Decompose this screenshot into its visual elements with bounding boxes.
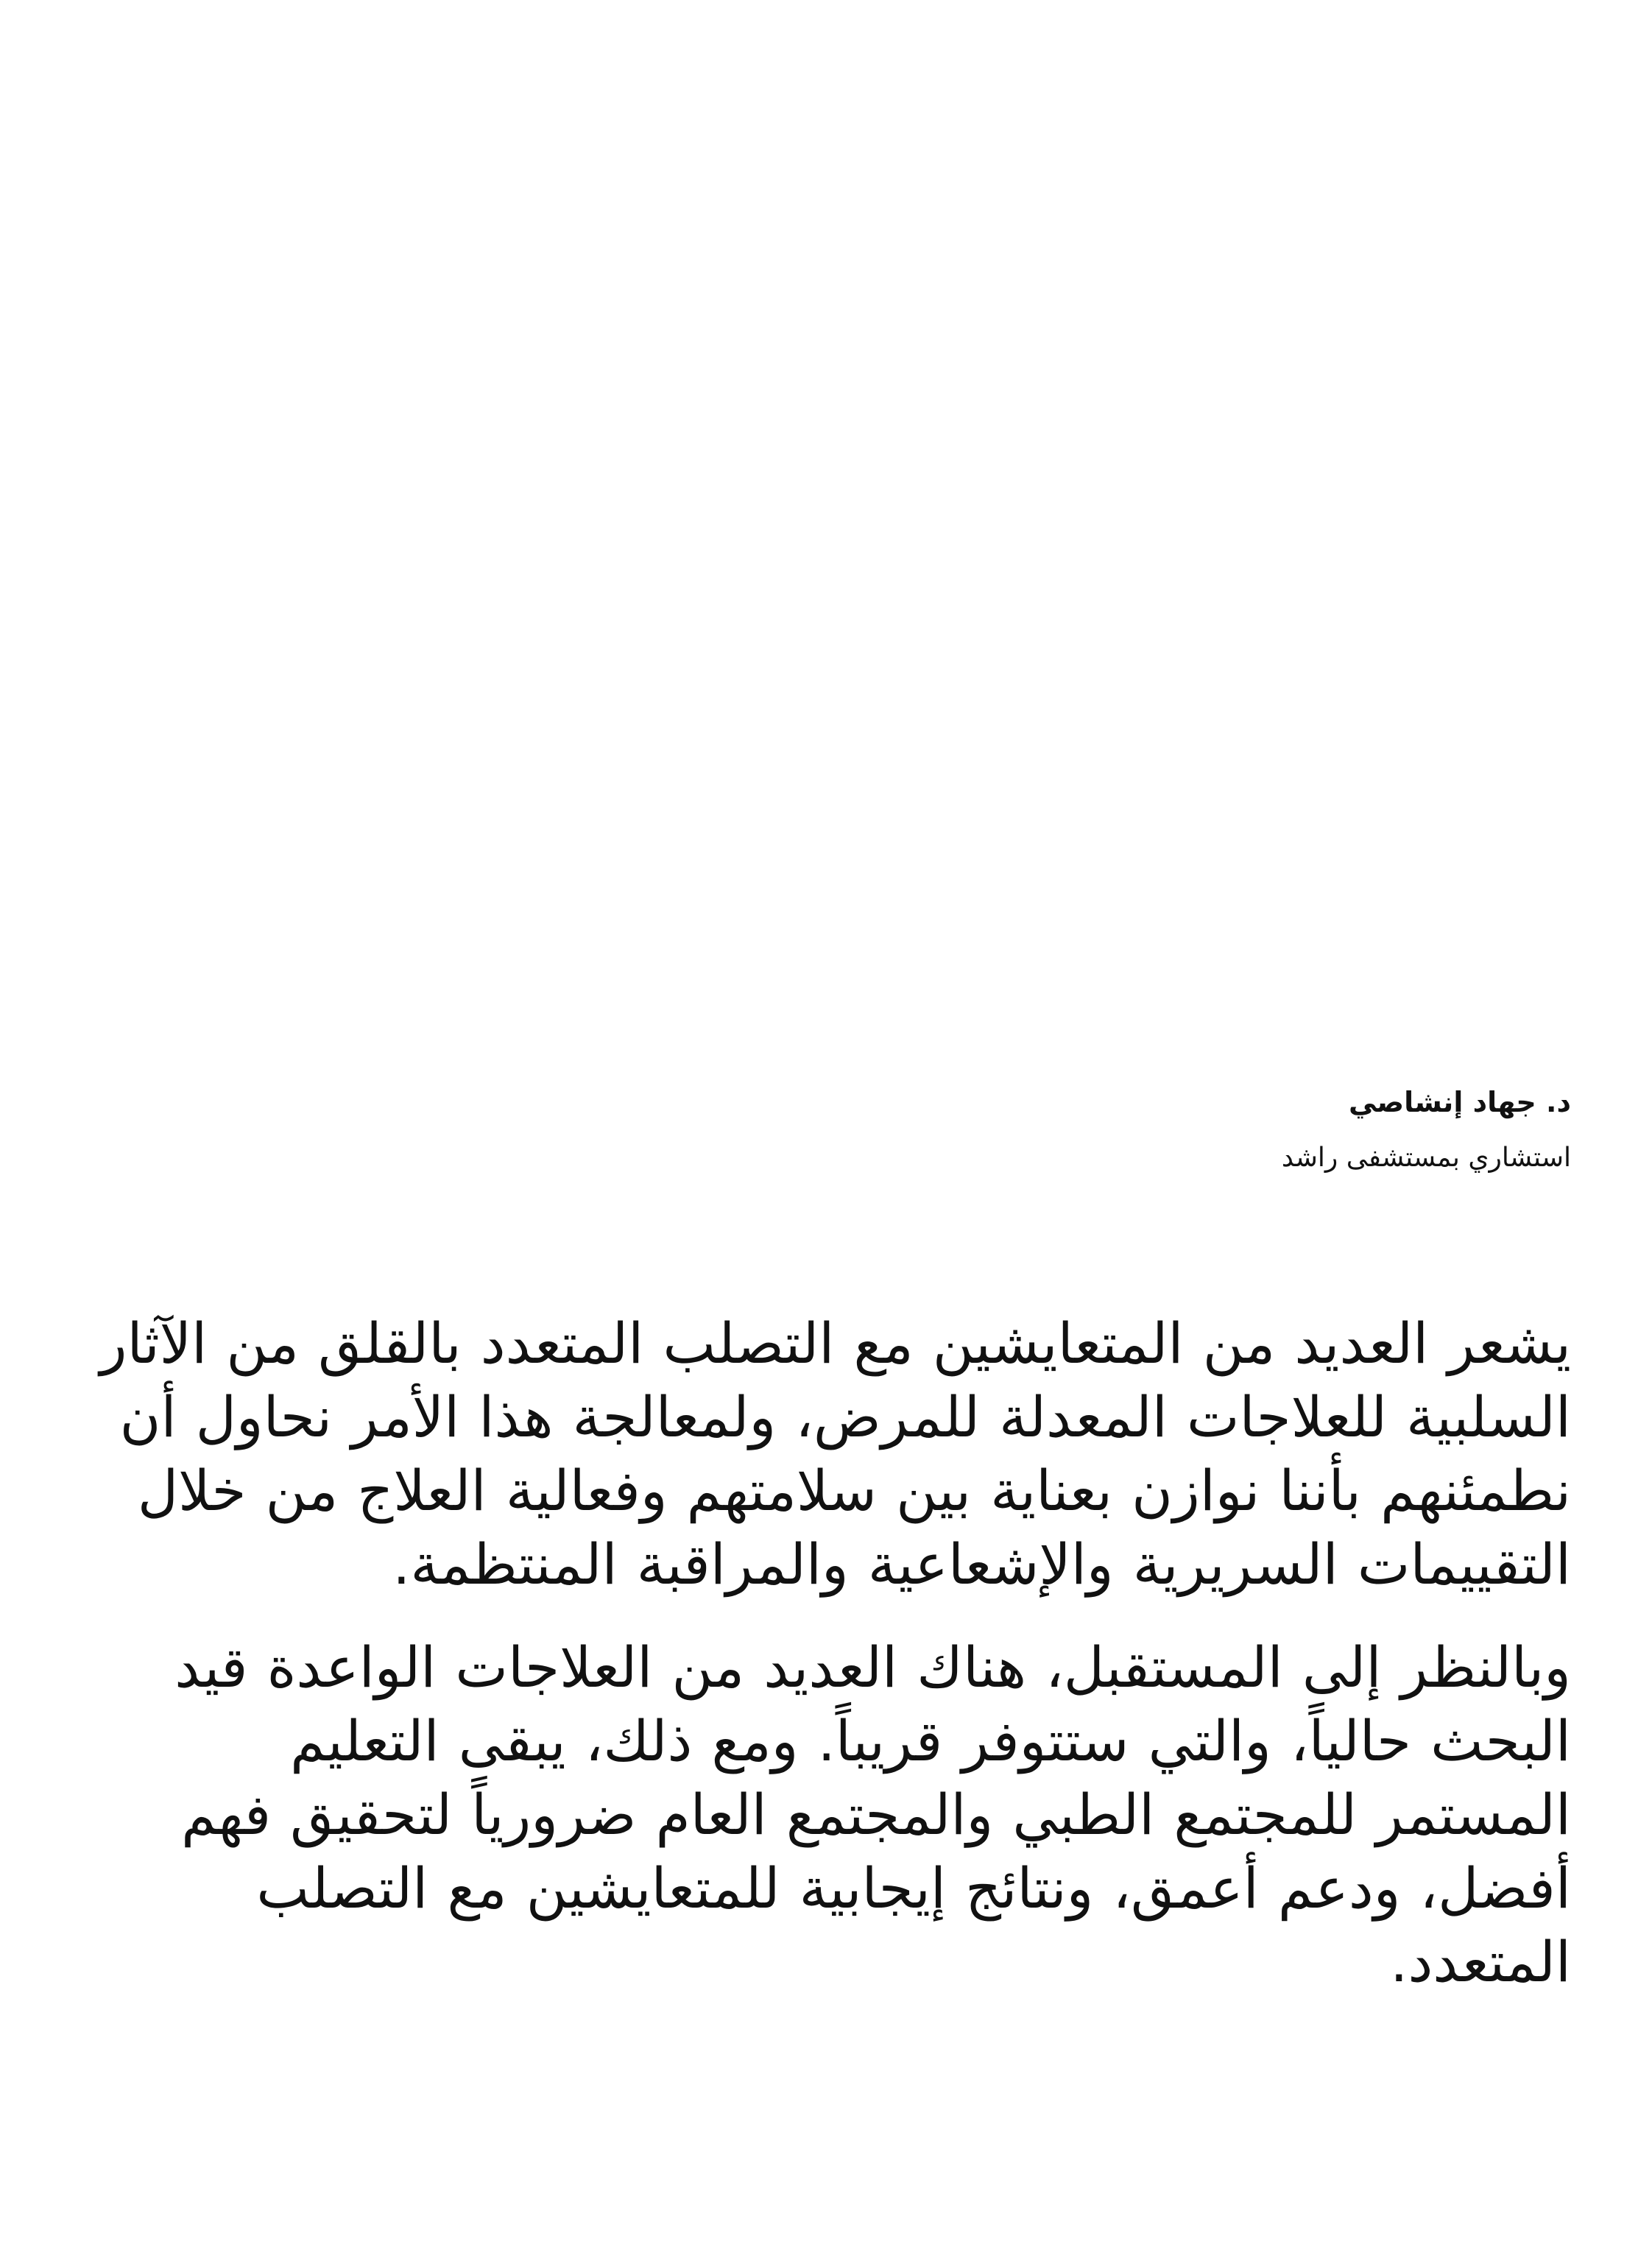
author-name: د. جهاد إنشاصي — [1348, 1086, 1571, 1118]
author-title: استشاري بمستشفى راشد — [1281, 1143, 1571, 1173]
author-block — [688, 1084, 1571, 1177]
paragraph-1: يشعر العديد من المتعايشين مع التصلب المتعدد بالقلق من الآثار السلبية للعلاجات المعدلة للمرض، ولمعالجة هذا الأمر نحاول أن نطمئنهم بأننا نوازن بعناية بين سلامتهم وفعالية العلاج من خلال التقييمات السريرية والإشعاعية والمراقبة المنتظمة. — [99, 1311, 1571, 1597]
article-body — [99, 1307, 1571, 2028]
paragraph-2: وبالنظر إلى المستقبل، هناك العديد من العلاجات الواعدة قيد البحث حالياً، والتي ستتوفر قريباً. ومع ذلك، يبقى التعليم المستمر للمجتمع الطبي والمجتمع العام ضرورياً لتحقيق فهم أفضل، ودعم أعمق، ونتائج إيجابية للمتعايشين مع التصلب المتعدد. — [174, 1634, 1571, 1994]
